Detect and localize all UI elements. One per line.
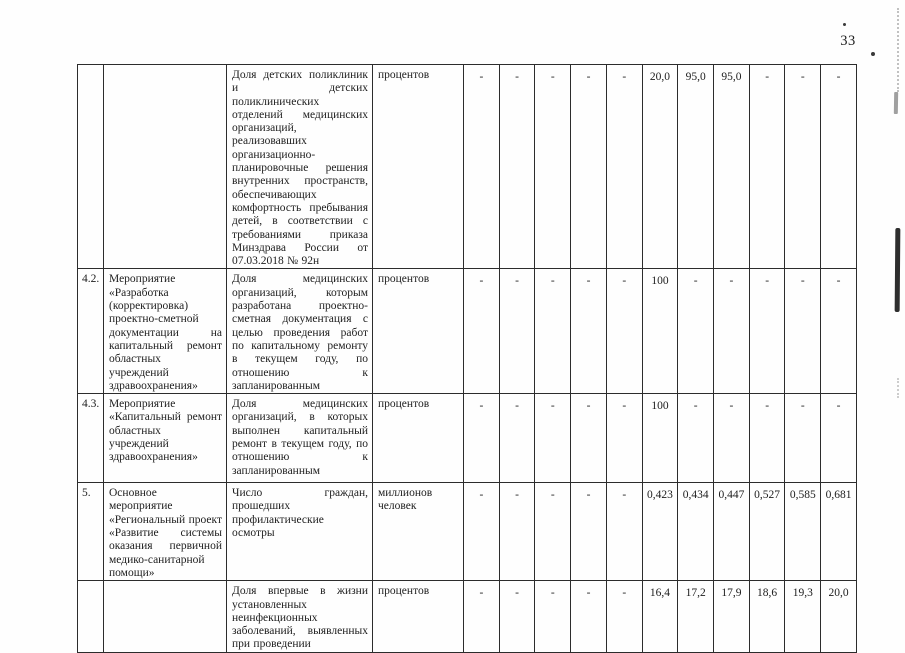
page-number: 33 [840, 33, 856, 49]
value-cell: - [678, 269, 714, 394]
value-cell: - [464, 483, 500, 581]
value-cell: - [785, 394, 821, 483]
row-number-cell: 4.2. [78, 269, 104, 394]
value-cell: - [714, 269, 750, 394]
value-cell: 20,0 [642, 65, 678, 269]
value-cell: - [606, 269, 642, 394]
value-cell: - [821, 394, 857, 483]
unit-cell: процентов [373, 65, 464, 269]
value-cell: - [785, 269, 821, 394]
table-body [78, 65, 857, 653]
value-cell: - [714, 394, 750, 483]
value-cell: 0,434 [678, 483, 714, 581]
value-cell: 17,2 [678, 581, 714, 653]
unit-cell: процентов [373, 394, 464, 483]
table-row [78, 483, 857, 581]
value-cell: - [606, 394, 642, 483]
value-cell: - [535, 394, 571, 483]
unit-cell: процентов [373, 269, 464, 394]
value-cell: - [535, 581, 571, 653]
row-number-cell [78, 581, 104, 653]
table-row [78, 394, 857, 483]
unit-cell: миллионов человек [373, 483, 464, 581]
value-cell: - [499, 65, 535, 269]
indicators-table [77, 64, 857, 653]
value-cell: 0,423 [642, 483, 678, 581]
scan-noise-faint [897, 378, 899, 398]
value-cell: 16,4 [642, 581, 678, 653]
value-cell: 0,585 [785, 483, 821, 581]
value-cell: - [749, 65, 785, 269]
measure-title-cell [104, 581, 227, 653]
value-cell: 20,0 [821, 581, 857, 653]
indicator-cell: Доля детских поликлиник и детских поликлинических отделений медицинских организаций, реализовавших организационно-планировочные решения внутренних пространств, обеспечивающих комфортность пребывания детей, в соответствии с требованиями приказа Минздрава России от 07.03.2018 № 92н [227, 65, 373, 269]
value-cell: - [749, 394, 785, 483]
value-cell: - [678, 394, 714, 483]
value-cell: - [571, 65, 607, 269]
unit-cell: процентов [373, 581, 464, 653]
value-cell: - [571, 269, 607, 394]
measure-title-cell: Мероприятие «Капитальный ремонт областных учреждений здравоохранения» [104, 394, 227, 483]
value-cell: 100 [642, 269, 678, 394]
value-cell: 0,681 [821, 483, 857, 581]
measure-title-cell: Мероприятие «Разработка (корректировка) проектно-сметной документации на капитальный ремонт областных учреждений здравоохранения» [104, 269, 227, 394]
scan-speck [871, 52, 875, 56]
indicator-cell: Доля медицинских организаций, в которых выполнен капитальный ремонт в текущем году, по отношению к запланированным [227, 394, 373, 483]
measure-title-cell [104, 65, 227, 269]
value-cell: - [606, 581, 642, 653]
value-cell: - [821, 269, 857, 394]
indicator-cell: Доля впервые в жизни установленных неинфекционных заболеваний, выявленных при проведении [227, 581, 373, 653]
indicator-cell: Доля медицинских организаций, которым разработана проектно-сметная документация с целью проведения работ по капитальному ремонту в текущем году, по отношению к запланированным [227, 269, 373, 394]
value-cell: - [821, 65, 857, 269]
value-cell: - [535, 65, 571, 269]
value-cell: - [571, 483, 607, 581]
value-cell: - [499, 269, 535, 394]
value-cell: 0,447 [714, 483, 750, 581]
table-row [78, 269, 857, 394]
value-cell: - [571, 394, 607, 483]
row-number-cell [78, 65, 104, 269]
value-cell: - [464, 65, 500, 269]
value-cell: - [606, 483, 642, 581]
scan-noise-smudge [894, 92, 898, 114]
scan-noise-blob [895, 228, 901, 312]
row-number-cell: 4.3. [78, 394, 104, 483]
table-row [78, 581, 857, 653]
value-cell: 17,9 [714, 581, 750, 653]
value-cell: 95,0 [714, 65, 750, 269]
row-number-cell: 5. [78, 483, 104, 581]
value-cell: - [464, 269, 500, 394]
value-cell: - [464, 394, 500, 483]
scan-speck [843, 23, 846, 26]
value-cell: 100 [642, 394, 678, 483]
scan-noise-dots [897, 8, 899, 92]
value-cell: 19,3 [785, 581, 821, 653]
table-row [78, 65, 857, 269]
value-cell: - [535, 269, 571, 394]
value-cell: - [499, 394, 535, 483]
value-cell: - [499, 483, 535, 581]
value-cell: 0,527 [749, 483, 785, 581]
value-cell: - [499, 581, 535, 653]
value-cell: - [464, 581, 500, 653]
value-cell: - [606, 65, 642, 269]
value-cell: 18,6 [749, 581, 785, 653]
indicator-cell: Число граждан, прошедших профилактические осмотры [227, 483, 373, 581]
value-cell: - [571, 581, 607, 653]
value-cell: - [535, 483, 571, 581]
value-cell: - [749, 269, 785, 394]
value-cell: 95,0 [678, 65, 714, 269]
value-cell: - [785, 65, 821, 269]
measure-title-cell: Основное мероприятие «Региональный проект «Развитие системы оказания первичной медико-санитарной помощи» [104, 483, 227, 581]
